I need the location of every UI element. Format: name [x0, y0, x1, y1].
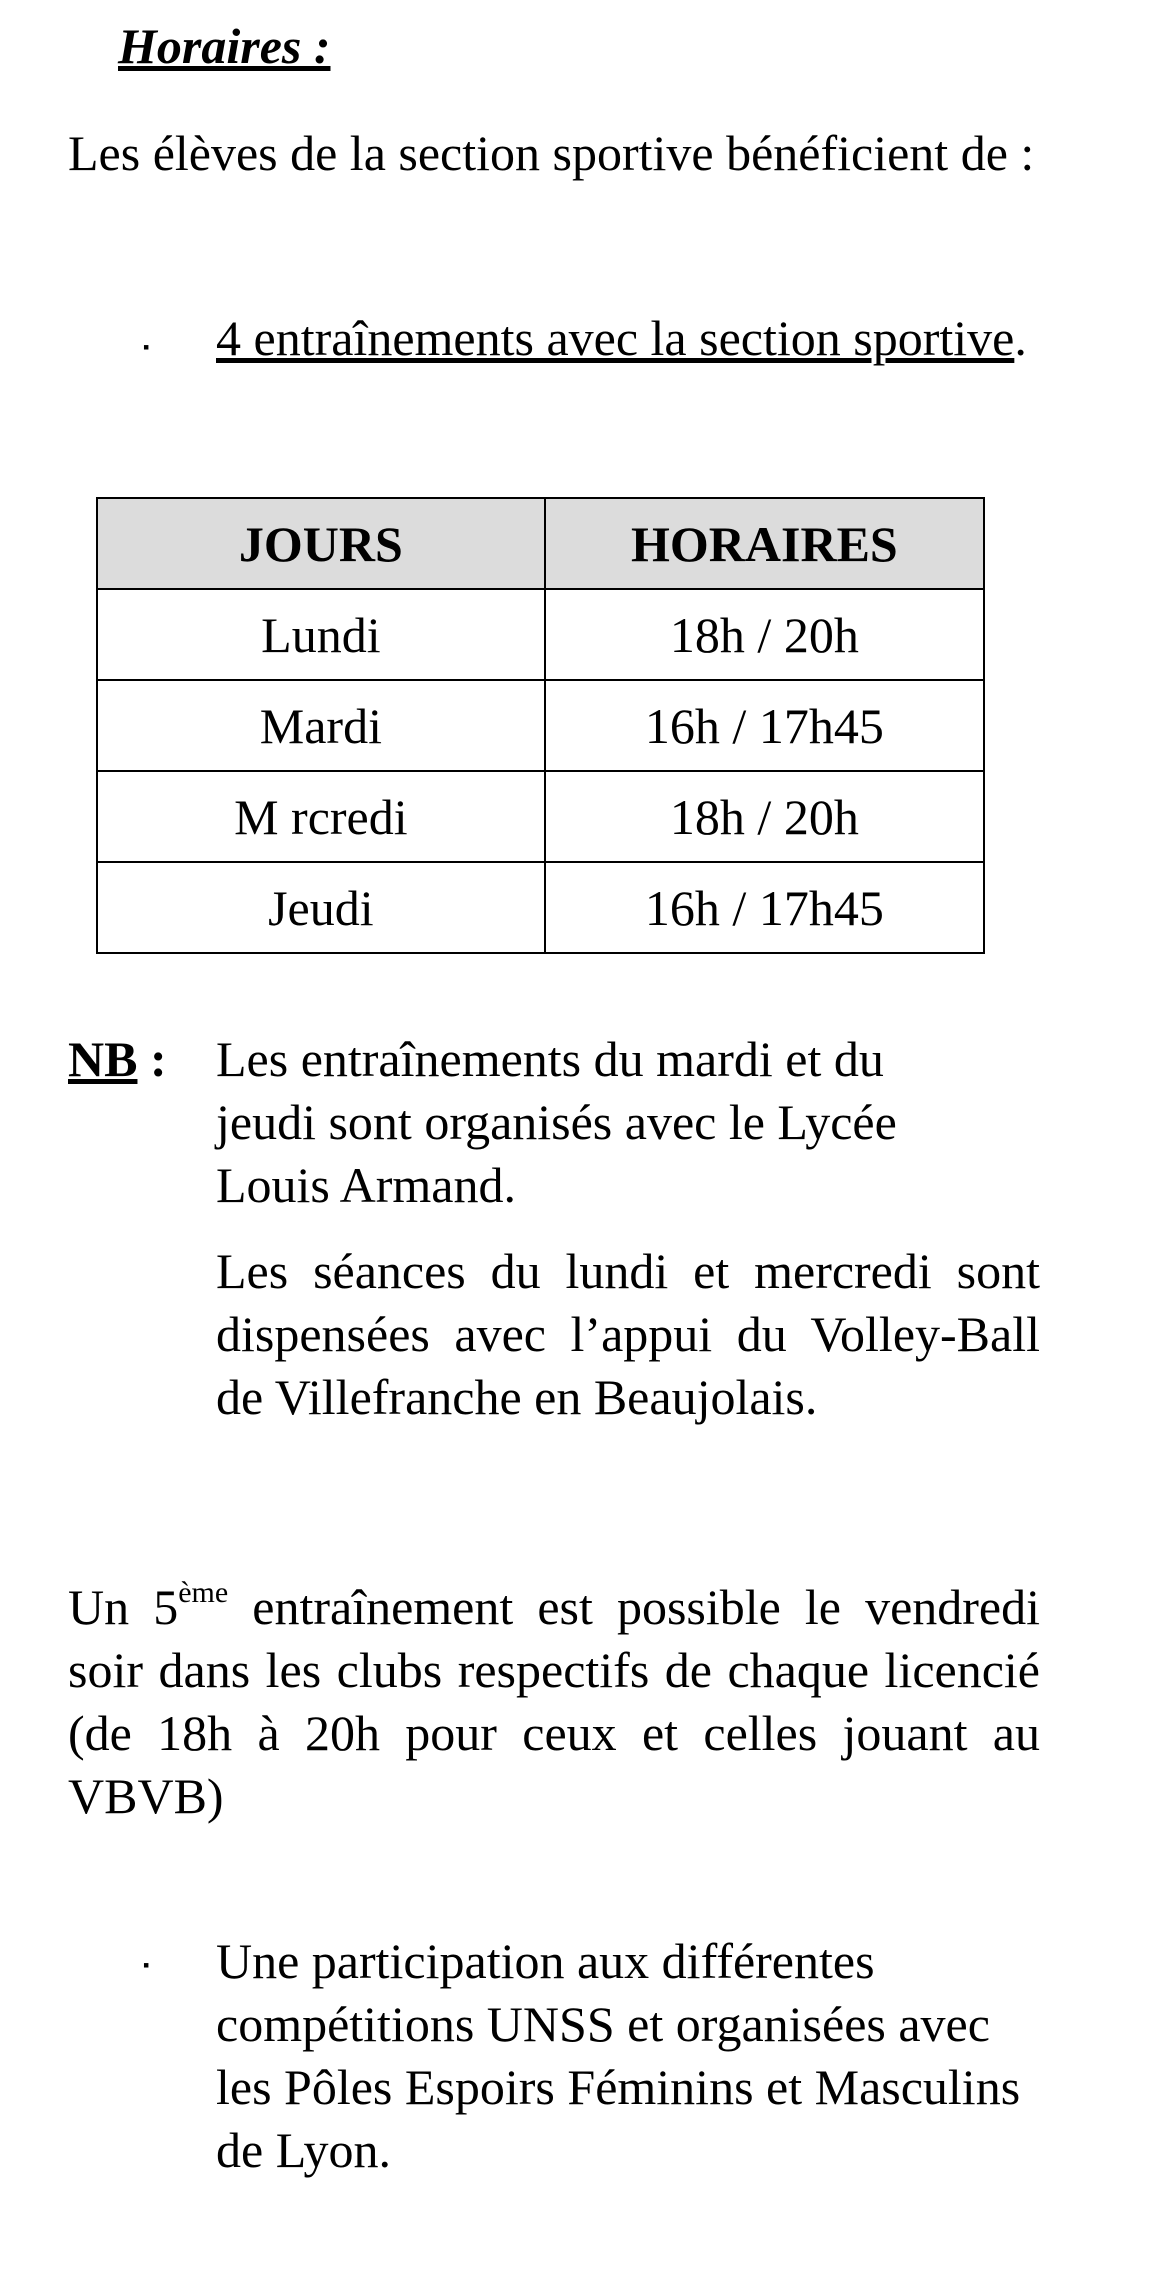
table-row: [97, 862, 984, 953]
bullet-item-trainings: [216, 307, 1040, 370]
day-cell: Jeudi: [97, 862, 545, 953]
fifth-training-paragraph: [68, 1576, 1040, 1828]
bullet-marker-2: ▪: [143, 1955, 150, 1975]
fifth-training-prefix: Un 5: [68, 1579, 179, 1635]
schedule-table: [96, 497, 985, 954]
day-cell: Lundi: [97, 589, 545, 680]
day-cell: M rcredi: [97, 771, 545, 862]
nb-paragraph-1: Les entraînements du mardi et du jeudi sont organisés avec le Lycée Louis Armand.: [216, 1031, 897, 1213]
bullet-item-competitions: Une participation aux différentes compétitions UNSS et organisées avec les Pôles Espoirs Féminins et Masculins de Lyon.: [216, 1933, 1021, 2178]
time-cell: 18h / 20h: [545, 771, 984, 862]
table-row: [97, 771, 984, 862]
fifth-training-superscript: ème: [178, 1576, 229, 1609]
nb-label-colon: :: [137, 1031, 167, 1087]
nb-label: [68, 1028, 167, 1091]
intro-paragraph: Les élèves de la section sportive bénéficient de :: [68, 125, 1035, 181]
time-cell: 18h / 20h: [545, 589, 984, 680]
column-header-hours: HORAIRES: [545, 498, 984, 589]
page-title: Horaires :: [118, 18, 331, 74]
table-row: [97, 680, 984, 771]
table-header-row: [97, 498, 984, 589]
nb-paragraph-2: Les séances du lundi et mercredi sont dispensées avec l’appui du Volley-Ball de Villefranche en Beaujolais.: [216, 1243, 1040, 1425]
time-cell: 16h / 17h45: [545, 862, 984, 953]
column-header-days: JOURS: [97, 498, 545, 589]
bullet-item-trainings-suffix: .: [1014, 310, 1027, 366]
table-row: [97, 589, 984, 680]
fifth-training-rest: entraînement est possible le vendredi soir dans les clubs respectifs de chaque licencié (de 18h à 20h pour ceux et celles jouant au VBVB): [68, 1579, 1041, 1824]
bullet-marker-1: ▪: [143, 337, 150, 357]
bullet-item-trainings-text: 4 entraînements avec la section sportive: [216, 310, 1015, 366]
time-cell: 16h / 17h45: [545, 680, 984, 771]
nb-label-text: NB: [68, 1031, 138, 1087]
day-cell: Mardi: [97, 680, 545, 771]
